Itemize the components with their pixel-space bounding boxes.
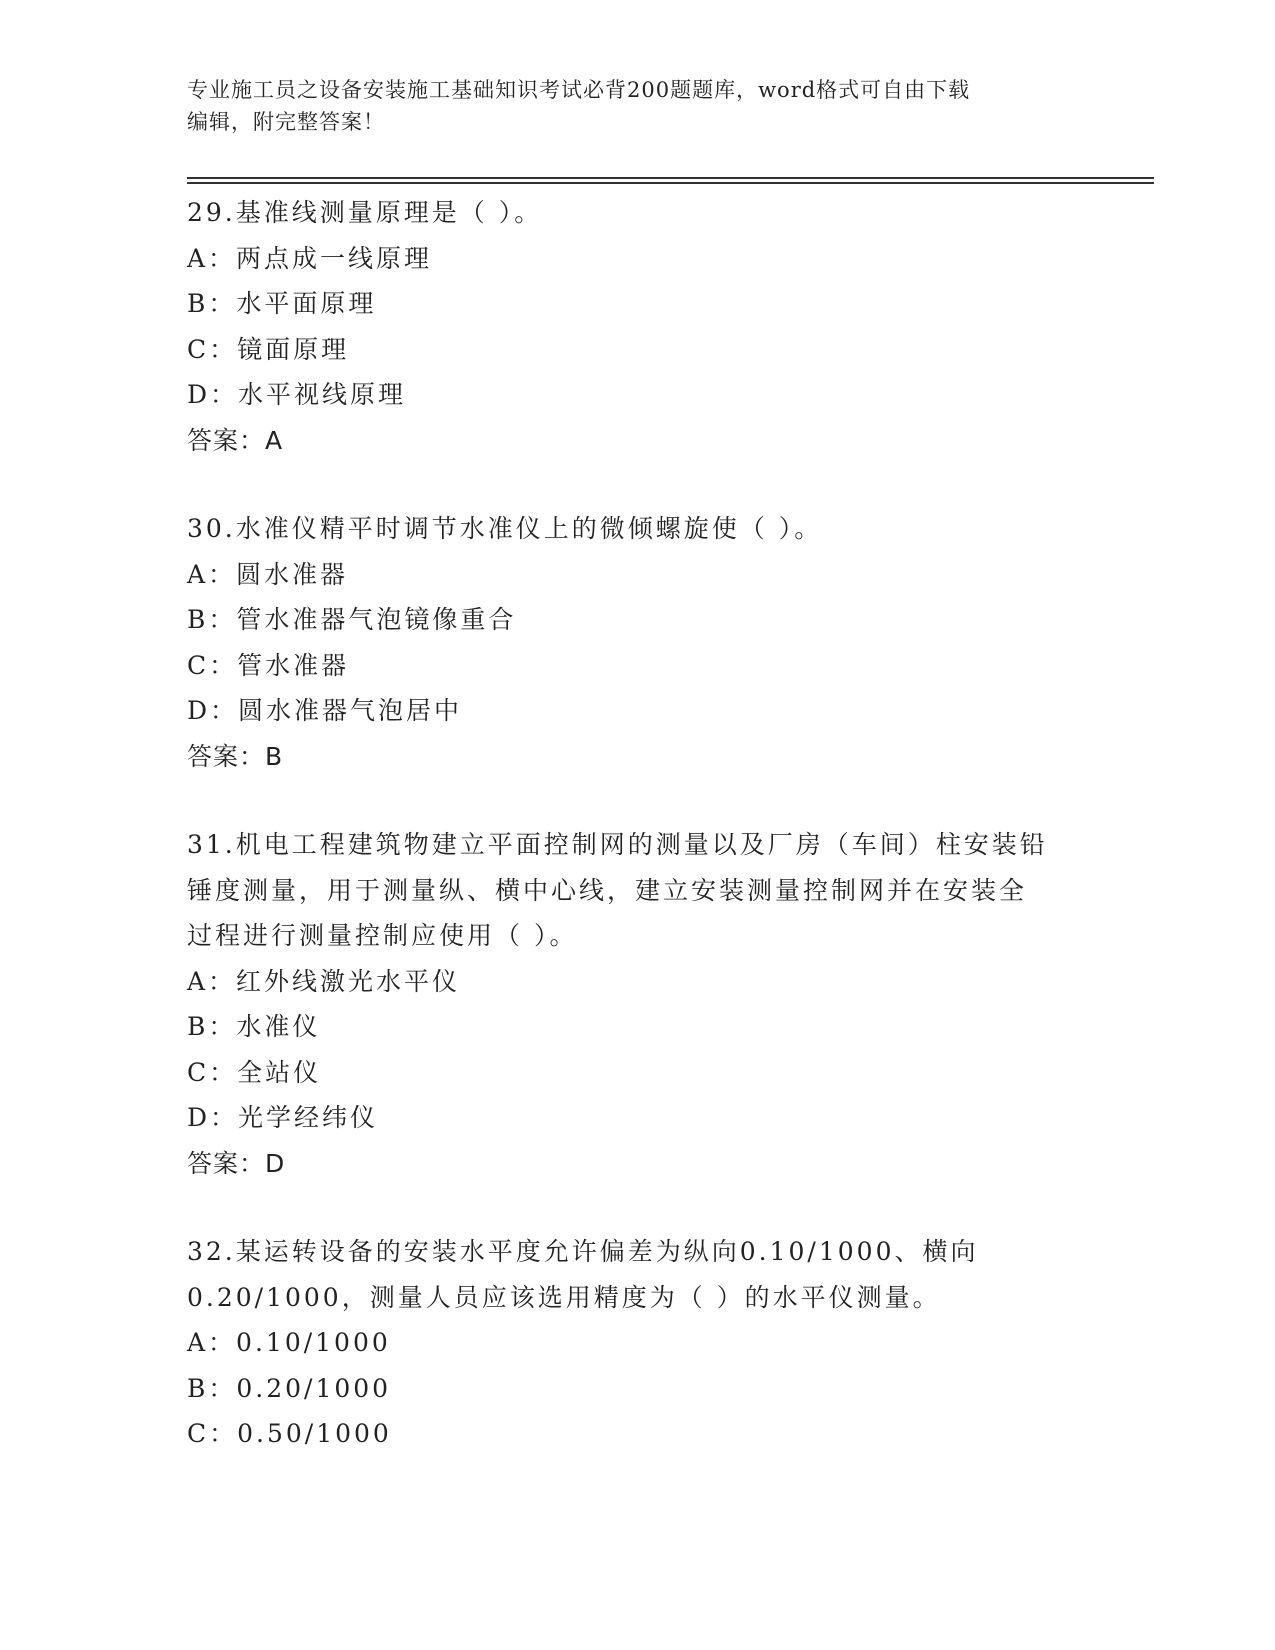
option-d: D：圆水准器气泡居中 [187, 696, 463, 725]
option-d: D：光学经纬仪 [187, 1103, 379, 1132]
option-b: B：水平面原理 [187, 289, 377, 318]
option-c: C：0.50/1000 [187, 1419, 392, 1448]
question-31 [187, 822, 1107, 1186]
question-stem-line-1: 32.某运转设备的安装水平度允许偏差为纵向0.10/1000、横向 [187, 1237, 979, 1266]
option-d: D：水平视线原理 [187, 380, 407, 409]
option-a: A：圆水准器 [187, 559, 349, 589]
header-title-line-1: 专业施工员之设备安装施工基础知识考试必背200题题库，word格式可自由下载 [187, 78, 971, 102]
option-b: B：水准仪 [187, 1012, 321, 1041]
question-30 [187, 506, 1107, 779]
option-a: A：两点成一线原理 [187, 243, 433, 273]
option-c: C：管水准器 [187, 650, 350, 680]
document-header [187, 74, 1067, 138]
question-stem-line-2: 0.20/1000，测量人员应该选用精度为（ ）的水平仪测量。 [187, 1282, 941, 1312]
answer-label: 答案：D [187, 1148, 286, 1178]
option-c: C：镜面原理 [187, 334, 350, 364]
question-stem: 30.水准仪精平时调节水准仪上的微倾螺旋使（ ）。 [187, 514, 823, 543]
question-29 [187, 190, 1107, 463]
header-rule-top [187, 177, 1154, 179]
header-title-line-2: 编辑，附完整答案！ [187, 110, 385, 134]
question-stem-line-1: 31.机电工程建筑物建立平面控制网的测量以及厂房（车间）柱安装铅 [187, 830, 1048, 859]
answer-label: 答案：B [187, 741, 284, 771]
option-a: A：0.10/1000 [187, 1328, 391, 1357]
option-b: B：0.20/1000 [187, 1373, 392, 1403]
question-32 [187, 1229, 1107, 1457]
question-stem-line-2: 锤度测量，用于测量纵、横中心线，建立安装测量控制网并在安装全 [187, 875, 1028, 905]
question-stem-line-3: 过程进行测量控制应使用（ ）。 [187, 921, 578, 950]
option-c: C：全站仪 [187, 1057, 322, 1087]
option-b: B：管水准器气泡镜像重合 [187, 605, 517, 634]
answer-label: 答案：A [187, 425, 284, 455]
question-stem: 29.基准线测量原理是（ ）。 [187, 198, 543, 227]
header-rule-bottom [187, 182, 1154, 184]
option-a: A：红外线激光水平仪 [187, 966, 461, 996]
question-list [187, 190, 1107, 1500]
